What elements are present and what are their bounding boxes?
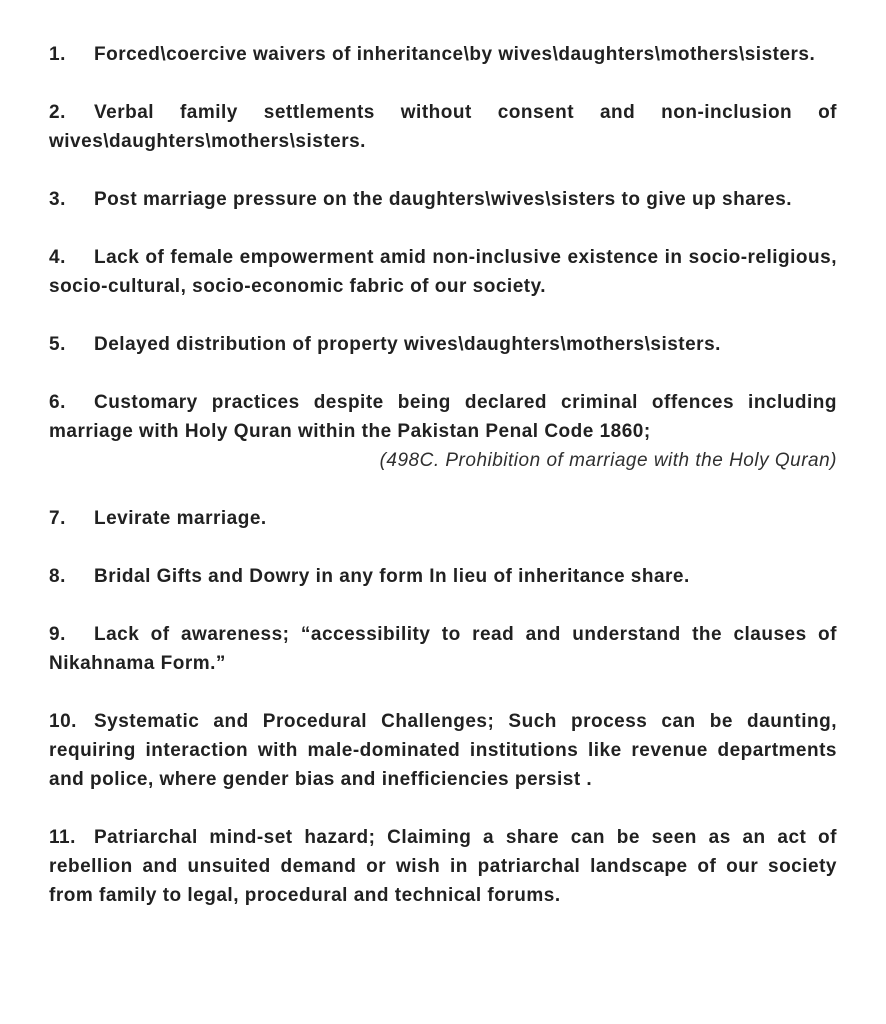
item-number: 11. [49,827,76,848]
item-text: Customary practices despite being declared criminal offences including marriage with Holy Quran within the Pakistan Penal Code 1860; [49,392,837,442]
item-number: 6. [49,392,66,413]
item-number: 4. [49,247,66,268]
list-item-10 [49,707,837,794]
list-item-3 [49,185,837,214]
item-number: 3. [49,189,66,210]
item-number: 5. [49,334,66,355]
list-item-11 [49,823,837,910]
list-item-1 [49,40,837,69]
item-number: 7. [49,508,66,529]
list-item-2 [49,98,837,156]
legal-citation: (498C. Prohibition of marriage with the Holy Quran) [379,450,837,471]
list-item-7 [49,504,837,533]
item-text: Forced\coercive waivers of inheritance\by wives\daughters\mothers\sisters. [94,44,816,65]
item-text: Delayed distribution of property wives\daughters\mothers\sisters. [94,334,721,355]
item-number: 10. [49,711,77,732]
item-text: Verbal family settlements without consent and non-inclusion of wives\daughters\mothers\sisters. [49,102,837,152]
item-text: Levirate marriage. [94,508,267,529]
item-number: 1. [49,44,66,65]
list-item-9 [49,620,837,678]
item-text: Post marriage pressure on the daughters\wives\sisters to give up shares. [94,189,793,210]
item-number: 8. [49,566,66,587]
list-item-5 [49,330,837,359]
list-item-6 [49,388,837,475]
list-item-8 [49,562,837,591]
item-text: Bridal Gifts and Dowry in any form In lieu of inheritance share. [94,566,690,587]
list-item-4 [49,243,837,301]
item-text: Systematic and Procedural Challenges; Such process can be daunting, requiring interaction with male-dominated institutions like revenue departments and police, where gender bias and inefficiencies persist . [49,711,837,790]
item-number: 9. [49,624,66,645]
item-text: Patriarchal mind-set hazard; Claiming a share can be seen as an act of rebellion and unsuited demand or wish in patriarchal landscape of our society from family to legal, procedural and technical forums. [49,827,837,906]
item-text: Lack of female empowerment amid non-inclusive existence in socio-religious, socio-cultural, socio-economic fabric of our society. [49,247,837,297]
item-text: Lack of awareness; “accessibility to read and understand the clauses of Nikahnama Form.” [49,624,837,674]
item-number: 2. [49,102,66,123]
